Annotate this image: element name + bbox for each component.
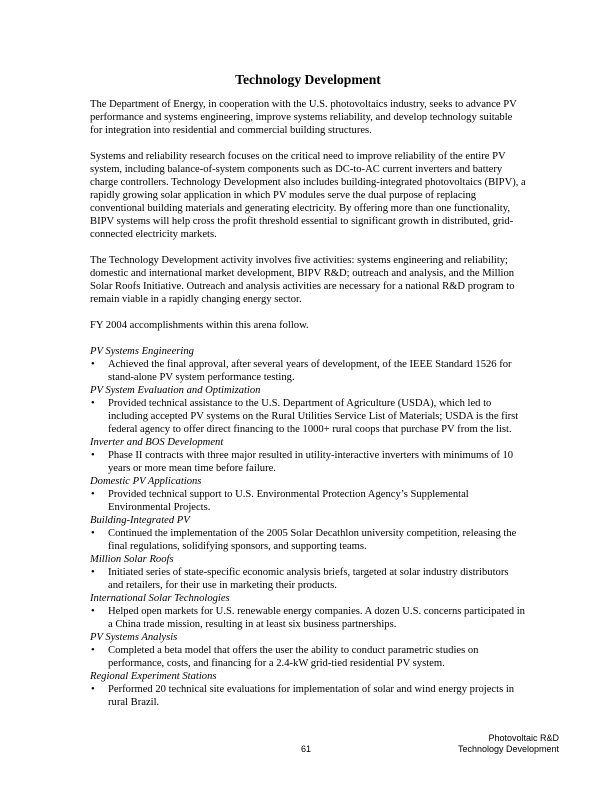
bullet-glyph: • [91,450,95,461]
page-content [90,72,526,709]
section-heading: Regional Experiment Stations [90,671,217,682]
bullet-item [90,644,526,670]
bullet-glyph: • [91,489,95,500]
page-number: 61 [300,744,311,754]
bullet-text: Provided technical assistance to the U.S. Department of Agriculture (USDA), which led to including accepted PV systems on the Rural Utilities Service List of Materials; USDA is the first federal agency to offer direct financing to the 1000+ rural coops that purchase PV from the list. [108,398,519,435]
bullet-item [90,605,526,631]
page-title: Technology Development [235,72,381,87]
paragraph-activities: The Technology Development activity involves five activities: systems engineering and reliability; domestic and international market development, BIPV R&D; outreach and analysis, and the Million Solar Roofs Initiative. Outreach and analysis activities are necessary for a national R&D program to remain viable in a rapidly changing energy sector. [90,255,515,305]
bullet-glyph: • [91,684,95,695]
footer-subsection-title: Technology Development [457,744,559,754]
bullet-text: Completed a beta model that offers the user the ability to conduct parametric studies on performance, costs, and financing for a 2.4-kW grid-tied residential PV system. [108,645,479,669]
accomplishments-list [90,345,526,709]
section [90,631,526,670]
section-heading: PV System Evaluation and Optimization [90,385,261,396]
paragraph-accomplishments: FY 2004 accomplishments within this arena follow. [90,320,309,331]
footer-section-title: Photovoltaic R&D [488,733,559,743]
section [90,514,526,553]
bullet-glyph: • [91,398,95,409]
bullet-glyph: • [91,359,95,370]
section [90,384,526,436]
section-heading: Million Solar Roofs [90,554,174,565]
bullet-glyph: • [91,567,95,578]
bullet-item [90,683,526,709]
section [90,670,526,709]
bullet-text: Helped open markets for U.S. renewable energy companies. A dozen U.S. concerns participated in a China trade mission, resulting in at least six business partnerships. [108,606,525,630]
section [90,436,526,475]
section [90,345,526,384]
bullet-item [90,527,526,553]
bullet-item [90,358,526,384]
paragraph-intro: The Department of Energy, in cooperation with the U.S. photovoltaics industry, seeks to advance PV performance and systems engineering, improve systems reliability, and develop technology suitable for integration into residential and commercial building structures. [90,99,517,136]
bullet-text: Phase II contracts with three major resulted in utility-interactive inverters with minimums of 10 years or more mean time before failure. [108,450,514,474]
section [90,475,526,514]
bullet-text: Achieved the final approval, after several years of development, of the IEEE Standard 1526 for stand-alone PV system performance testing. [108,359,512,383]
section [90,553,526,592]
section-heading: Domestic PV Applications [90,476,202,487]
bullet-item [90,566,526,592]
bullet-text: Performed 20 technical site evaluations for implementation of solar and wind energy projects in rural Brazil. [108,684,515,708]
bullet-text: Provided technical support to U.S. Environmental Protection Agency’s Supplemental Environmental Projects. [108,489,469,513]
bullet-item [90,449,526,475]
section-heading: Building-Integrated PV [90,515,190,526]
bullet-item [90,488,526,514]
bullet-glyph: • [91,528,95,539]
section-heading: PV Systems Engineering [90,346,194,357]
bullet-glyph: • [91,645,95,656]
section-heading: International Solar Technologies [90,593,230,604]
section [90,592,526,631]
bullet-glyph: • [91,606,95,617]
bullet-text: Initiated series of state-specific economic analysis briefs, targeted at solar industry distributors and retailers, for their use in marketing their products. [108,567,509,591]
section-heading: PV Systems Analysis [90,632,178,643]
bullet-text: Continued the implementation of the 2005 Solar Decathlon university competition, releasing the final regulations, solidifying sponsors, and supporting teams. [108,528,517,552]
section-heading: Inverter and BOS Development [90,437,224,448]
paragraph-systems: Systems and reliability research focuses on the critical need to improve reliability of the entire PV system, including balance-of-system components such as DC-to-AC current inverters and battery charge controllers. Technology Development also includes building-integrated photovoltaics (BIPV), a rapidly growing solar application in which PV modules serve the dual purpose of replacing conventional building materials and generating electricity. By offering more than one functionality, BIPV systems will help cross the profit threshold essential to significant growth in distributed, grid-connected electricity markets. [90,151,526,240]
bullet-item [90,397,526,436]
